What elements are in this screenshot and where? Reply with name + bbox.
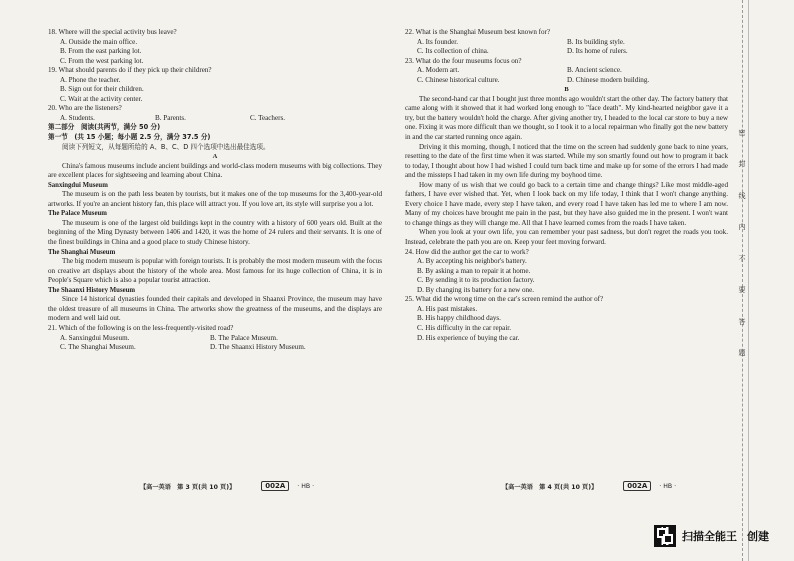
passage-a-label: A	[212, 153, 218, 161]
binding-char-4: 内	[738, 223, 746, 232]
option-18a: A. Outside the main office.	[60, 37, 138, 46]
option-23a: A. Modern art.	[417, 66, 460, 75]
options-23-row1	[405, 66, 728, 76]
museum-4-title: The Shaanxi History Museum	[48, 286, 136, 294]
option-22c: C. Its collection of china.	[417, 47, 489, 56]
option-21a: A. Sanxingdui Museum.	[60, 333, 130, 342]
option-25c: C. His difficulty in the car repair.	[417, 323, 512, 332]
museum-1-title: Sanxingdui Museum	[48, 181, 108, 189]
option-21d: D. The Shaanxi History Museum.	[210, 343, 306, 352]
binding-char-8: 题	[738, 348, 746, 357]
watermark-text: 扫描全能王	[682, 530, 737, 543]
page-3-content	[48, 28, 382, 353]
binding-notice	[735, 128, 749, 358]
question-22: 22. What is the Shanghai Museum best known for?	[405, 28, 551, 36]
option-23c: C. Chinese historical culture.	[417, 75, 500, 84]
option-22a: A. Its founder.	[417, 37, 458, 46]
option-19c: C. Wait at the activity center.	[60, 94, 143, 103]
binding-char-7: 答	[738, 317, 746, 326]
option-24c: C. By sending it to its production factory.	[417, 276, 535, 285]
option-24d: D. By changing its battery for a new one.	[417, 285, 535, 294]
page-3-number: 【高一英语 第 3 页(共 10 页)】	[140, 483, 236, 491]
museum-4-text: Since 14 historical dynasties founded their capitals and developed in Shaanxi Province, the museum may have the oldest treasure of all museums in China. The artworks show the greatness of the museums, and the displays are modern and well laid out.	[48, 295, 382, 323]
page-4-number: 【高一英语 第 4 页(共 10 页)】	[502, 483, 598, 491]
page-4-code: 002A	[623, 481, 651, 491]
options-22-row1	[405, 38, 728, 48]
options-23-row2	[405, 76, 728, 86]
passage-b-paragraph-1: The second-hand car that I bought just three months ago wouldn't start the other day. The factory battery that came along with it showed that it had worked long enough to "face death". My kind-hearted neighbor gave it a try, but the battery wouldn't hold the charge. After giving another try, I headed to the local car store to buy a new one. Fixing it was more difficult than we thought, so I took it to a local repairman who finally got the new battery in and the car started running once again.	[405, 94, 728, 142]
museum-2-text: The museum is one of the largest old buildings kept in the country with a history of 600 years old. Built at the beginning of the Ming Dynasty between 1406 and 1420, it was the home of 24 rulers and their servants. It is one of the finest buildings in China and a good place to study Chinese history.	[48, 218, 382, 247]
section-1-heading: 第一节 (共 15 小题；每小题 2.5 分，满分 37.5 分)	[48, 133, 211, 142]
passage-b-paragraph-4: When you look at your own life, you can remember your past sadness, but don't regret the roads you took. Instead, celebrate the path you are on. Keep your feet moving forward.	[405, 228, 728, 247]
museum-3-text: The big modern museum is popular with foreign tourists. It is probably the most modern museum with the focus on creative art displays about the history of the whole area. Most famous for its huge collection of China, it is in People's Square which is also a popular tourist attraction.	[48, 257, 382, 285]
option-25a: A. His past mistakes.	[417, 304, 478, 313]
option-19a: A. Phone the teacher.	[60, 75, 121, 84]
option-18c: C. From the west parking lot.	[60, 56, 144, 65]
question-21: 21. Which of the following is on the less-frequently-visited road?	[48, 323, 234, 332]
page-3-footer	[140, 481, 314, 491]
option-23b: B. Ancient science.	[567, 66, 622, 75]
options-21-row2	[48, 343, 382, 353]
question-18: 18. Where will the special activity bus leave?	[48, 28, 177, 36]
passage-b-paragraph-2: Driving it this morning, though, I noticed that the time on the screen had suddenly gone back to nine years, resetting to the date of the first time when it was started. While my son smartly found out how to program it back to today, I thought about how I had wished I could turn back time and make up for some of the errors I had made and the missteps I had taken in my own life during my boyhood time.	[405, 142, 728, 180]
watermark-suffix: 创建	[747, 530, 769, 543]
page-3-tail: · HB ·	[297, 482, 315, 490]
page-4-tail: · HB ·	[659, 482, 677, 490]
question-25: 25. What did the wrong time on the car's screen remind the author of?	[405, 295, 604, 304]
option-20c: C. Teachers.	[250, 113, 286, 122]
passage-a-intro: China's famous museums include ancient buildings and world-class modern museums with big collections. They are excellent places for sightseeing and learning about China.	[48, 161, 382, 180]
instructions: 阅读下列短文，从每题所给的 A、B、C、D 四个选项中选出最佳选项。	[62, 142, 270, 151]
binding-char-5: 不	[738, 254, 746, 263]
passage-b-paragraph-3: How many of us wish that we could go back to a certain time and change things? Like most middle-aged fathers, I have ever wished that. Yet, when I look back on my life today, I think that I won't change anything. Every choice I have made, every step I have taken, and every road I have taken has led me to where I am now. Many of my choices have brought me pain in the past, but they have also guided me in the present. I won't want to change things as they will change me. All that I have learned comes from the roads I have taken.	[405, 180, 728, 227]
museum-1-text: The museum is on the path less beaten by tourists, but it makes one of the top museums for the 3,400-year-old artworks. If you're an ancient history fan, this place will attract you. If you love art, its style will surprise you a lot.	[48, 190, 382, 208]
part-2-heading: 第二部分 阅读(共两节，满分 50 分)	[48, 123, 161, 132]
option-19b: B. Sign out for their children.	[60, 85, 144, 94]
option-22b: B. Its building style.	[567, 37, 625, 46]
museum-2-title: The Palace Museum	[48, 210, 107, 218]
option-22d: D. Its home of rulers.	[567, 47, 628, 56]
option-20b: B. Parents.	[155, 113, 186, 122]
question-19: 19. What should parents do if they pick up their children?	[48, 66, 212, 75]
question-24: 24. How did the author get the car to work?	[405, 247, 529, 256]
question-20: 20. Who are the listeners?	[48, 104, 122, 113]
option-21b: B. The Palace Museum.	[210, 333, 278, 342]
option-25b: B. His happy childhood days.	[417, 314, 501, 323]
option-24a: A. By accepting his neighbor's battery.	[417, 257, 527, 266]
qr-code-icon	[654, 525, 676, 547]
option-25d: D. His experience of buying the car.	[417, 333, 520, 342]
scanner-watermark	[654, 525, 779, 547]
option-20a: A. Students.	[60, 113, 95, 122]
question-23: 23. What do the four museums focus on?	[405, 56, 522, 65]
page-3-code: 002A	[261, 481, 289, 491]
museum-3-title: The Shanghai Museum	[48, 248, 116, 256]
options-22-row2	[405, 47, 728, 57]
option-21c: C. The Shanghai Museum.	[60, 343, 136, 352]
option-18b: B. From the east parking lot.	[60, 47, 142, 56]
binding-char-2: 封	[738, 160, 746, 169]
options-21-row1	[48, 334, 382, 344]
option-24b: B. By asking a man to repair it at home.	[417, 266, 531, 275]
page-4-content	[405, 28, 728, 343]
option-23d: D. Chinese modern building.	[567, 75, 650, 84]
binding-char-6: 要	[738, 286, 746, 295]
binding-char-1: 密	[738, 129, 746, 137]
page-4-footer	[502, 481, 676, 491]
binding-char-3: 线	[738, 191, 746, 200]
passage-b-label: B	[564, 86, 569, 94]
